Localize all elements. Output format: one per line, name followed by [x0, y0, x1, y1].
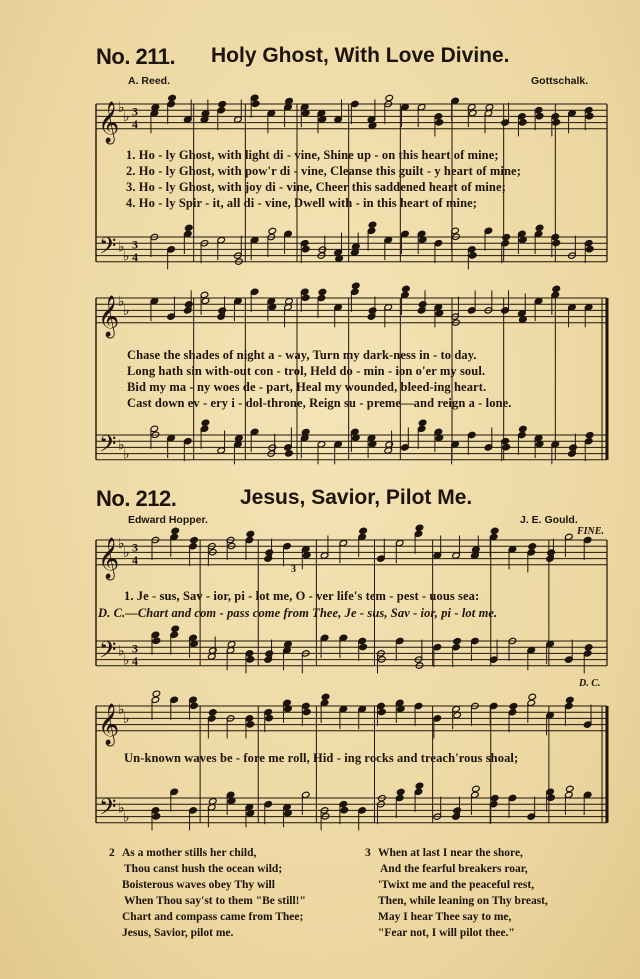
hymn-212-verse-1-line: 1. Je - sus, Sav - ior, pi - lot me, O - ver life's tem - pest - uous sea:: [124, 589, 480, 603]
stanza-3-number: 3: [365, 847, 371, 859]
time-signature-bottom: 4: [132, 552, 138, 567]
flat-sign: ♭: [118, 702, 125, 719]
note-head: [502, 444, 511, 451]
note-head: [171, 625, 180, 632]
flat-sign: ♭: [118, 239, 125, 256]
note-head: [265, 549, 274, 556]
note-head: [368, 307, 377, 314]
hymn-212-verse-1-line-2: Un-known waves be - fore me roll, Hid - ing rocks and treach'rous shoal;: [124, 751, 519, 765]
bass-clef: 𝄢: [99, 431, 117, 463]
note-head: [246, 530, 255, 537]
time-signature-bottom: 4: [132, 116, 138, 131]
note-head: [385, 94, 394, 101]
note-head: [378, 708, 387, 715]
note-head: [301, 246, 310, 253]
note-head: [190, 537, 199, 544]
note-head: [528, 543, 537, 550]
time-signature-top: 3: [132, 641, 138, 656]
stanza-3-line: 'Twixt me and the peaceful rest,: [378, 879, 535, 891]
flat-sign: ♭: [123, 711, 130, 728]
time-signature-top: 3: [132, 237, 138, 252]
note-head: [302, 708, 311, 715]
note-head: [184, 224, 193, 231]
stanza-2-line: When Thou say'st to them "Be still!": [124, 895, 306, 907]
fine-marking: FINE.: [577, 526, 604, 537]
note-head: [552, 285, 561, 292]
note-head: [201, 419, 210, 426]
note-head: [402, 285, 411, 292]
note-head: [490, 795, 499, 802]
stanza-2-line: As a mother stills her child,: [122, 847, 257, 859]
note-head: [218, 101, 227, 108]
note-head: [415, 524, 424, 531]
stanza-2-line: Chart and compass came from Thee;: [122, 911, 304, 923]
hymn-212-number: No. 212.: [96, 486, 177, 511]
treble-clef: 𝄞: [98, 537, 120, 579]
note-head: [535, 224, 544, 231]
note-head: [246, 656, 255, 663]
note-head: [318, 288, 327, 295]
flat-sign: ♭: [118, 800, 125, 817]
note-head: [566, 785, 575, 792]
note-head: [218, 307, 227, 314]
note-head: [509, 703, 518, 710]
note-head: [359, 643, 368, 650]
note-head: [368, 221, 377, 228]
note-head: [152, 813, 161, 820]
note-head: [584, 644, 593, 651]
stanza-2-number: 2: [109, 847, 115, 859]
note-head: [453, 807, 462, 814]
note-head: [208, 709, 217, 716]
note-head: [340, 807, 349, 814]
note-head: [321, 693, 330, 700]
dc-marking: D. C.: [579, 678, 601, 689]
flat-sign: ♭: [118, 100, 125, 117]
triplet-mark: 3: [291, 564, 296, 575]
note-head: [435, 119, 444, 126]
flat-sign: ♭: [123, 809, 130, 826]
treble-clef: 𝄞: [98, 703, 120, 745]
hymn-211-verse-2-line-2: Long hath sin with-out con - trol, Held do - min - ion o'er my soul.: [127, 364, 486, 378]
hymn-212-author: Edward Hopper.: [128, 514, 208, 526]
note-head: [246, 721, 255, 728]
note-head: [190, 702, 199, 709]
flat-sign: ♭: [118, 437, 125, 454]
note-head: [415, 782, 424, 789]
time-signature-top: 3: [132, 104, 138, 119]
note-head: [352, 282, 361, 289]
note-head: [265, 715, 274, 722]
hymn-211-verse-4-line-2: Cast down ev - ery i - dol-throne, Reign su - preme—and reign a - lone.: [127, 396, 512, 410]
hymn-212-title: Jesus, Savior, Pilot Me.: [240, 486, 473, 509]
note-head: [547, 794, 556, 801]
flat-sign: ♭: [123, 248, 130, 265]
hymn-211-title: Holy Ghost, With Love Divine.: [211, 44, 510, 67]
hymn-211-verse-1-line-2: Chase the shades of night a - way, Turn my dark-ness in - to day.: [127, 348, 477, 362]
stanza-2-line: Boisterous waves obey Thy will: [122, 879, 275, 891]
hymn-211-verse-1-line: 1. Ho - ly Ghost, with light di - vine, Shine up - on this heart of mine;: [126, 148, 499, 162]
note-head: [171, 527, 180, 534]
note-head: [472, 785, 481, 792]
flat-sign: ♭: [123, 303, 130, 320]
note-head: [168, 94, 177, 101]
note-head: [566, 696, 575, 703]
note-head: [528, 693, 537, 700]
hymn-211-author: A. Reed.: [128, 75, 171, 87]
note-head: [535, 113, 544, 120]
note-head: [453, 638, 462, 645]
time-signature-top: 3: [132, 540, 138, 555]
flat-sign: ♭: [123, 545, 130, 562]
note-head: [519, 425, 528, 432]
note-head: [418, 301, 427, 308]
bass-clef: 𝄢: [99, 637, 117, 669]
note-head: [569, 444, 578, 451]
note-head: [519, 119, 528, 126]
treble-clef: 𝄞: [98, 295, 120, 337]
hymn-212-composer: J. E. Gould.: [520, 514, 578, 526]
hymn-212-dc-line: D. C.—Chart and com - pass come from Thee, Je - sus, Sav - ior, pi - lot me.: [98, 606, 498, 620]
note-head: [552, 239, 561, 246]
hymn-211-verse-3-line: 3. Ho - ly Ghost, with joy di - vine, Cheer this saddened heart of mine;: [126, 180, 506, 194]
note-head: [502, 234, 511, 241]
hymn-211-verse-3-line-2: Bid my ma - ny woes de - part, Heal my wounded, bleed-ing heart.: [127, 380, 487, 394]
hymn-211-verse-4-line: 4. Ho - ly Spir - it, all di - vine, Dwell with - in this heart of mine;: [126, 196, 478, 210]
note-head: [418, 419, 427, 426]
stanza-3-line: And the fearful breakers roar,: [380, 863, 528, 875]
note-head: [152, 637, 161, 644]
treble-clef: 𝄞: [98, 101, 120, 143]
stanza-3-line: May I hear Thee say to me,: [378, 911, 512, 923]
hymn-211-number: No. 211.: [96, 44, 176, 69]
note-head: [285, 450, 294, 457]
hymn-211-composer: Gottschalk.: [531, 75, 589, 87]
flat-sign: ♭: [118, 536, 125, 553]
flat-sign: ♭: [123, 446, 130, 463]
note-head: [359, 527, 368, 534]
stanza-3-line: Then, while leaning on Thy breast,: [378, 895, 548, 907]
flat-sign: ♭: [118, 643, 125, 660]
stanza-2-line: Jesus, Savior, pilot me.: [122, 927, 234, 939]
bass-clef: 𝄢: [99, 233, 117, 265]
note-head: [265, 650, 274, 657]
flat-sign: ♭: [123, 652, 130, 669]
note-head: [468, 252, 477, 259]
stanza-3: [365, 845, 548, 941]
stanza-3-line: "Fear not, I will pilot thee.": [378, 927, 515, 939]
stanza-3-line: When at last I near the shore,: [378, 847, 523, 859]
note-head: [552, 119, 561, 126]
bass-clef: 𝄢: [99, 794, 117, 826]
note-head: [585, 113, 594, 120]
note-head: [585, 246, 594, 253]
note-head: [301, 294, 310, 301]
hymn-211-verse-2-line: 2. Ho - ly Ghost, with pow'r di - vine, Cleanse this guilt - y heart of mine;: [126, 164, 521, 178]
note-head: [490, 527, 499, 534]
flat-sign: ♭: [123, 109, 130, 126]
note-head: [396, 788, 405, 795]
note-head: [547, 549, 556, 556]
note-head: [585, 432, 594, 439]
note-head: [251, 100, 260, 107]
note-head: [184, 301, 193, 308]
time-signature-bottom: 4: [132, 249, 138, 264]
note-head: [268, 227, 277, 234]
note-head: [152, 690, 161, 697]
stanza-2: [109, 845, 306, 941]
time-signature-bottom: 4: [132, 653, 138, 668]
stanza-2-line: Thou canst hush the ocean wild;: [124, 863, 283, 875]
flat-sign: ♭: [118, 294, 125, 311]
